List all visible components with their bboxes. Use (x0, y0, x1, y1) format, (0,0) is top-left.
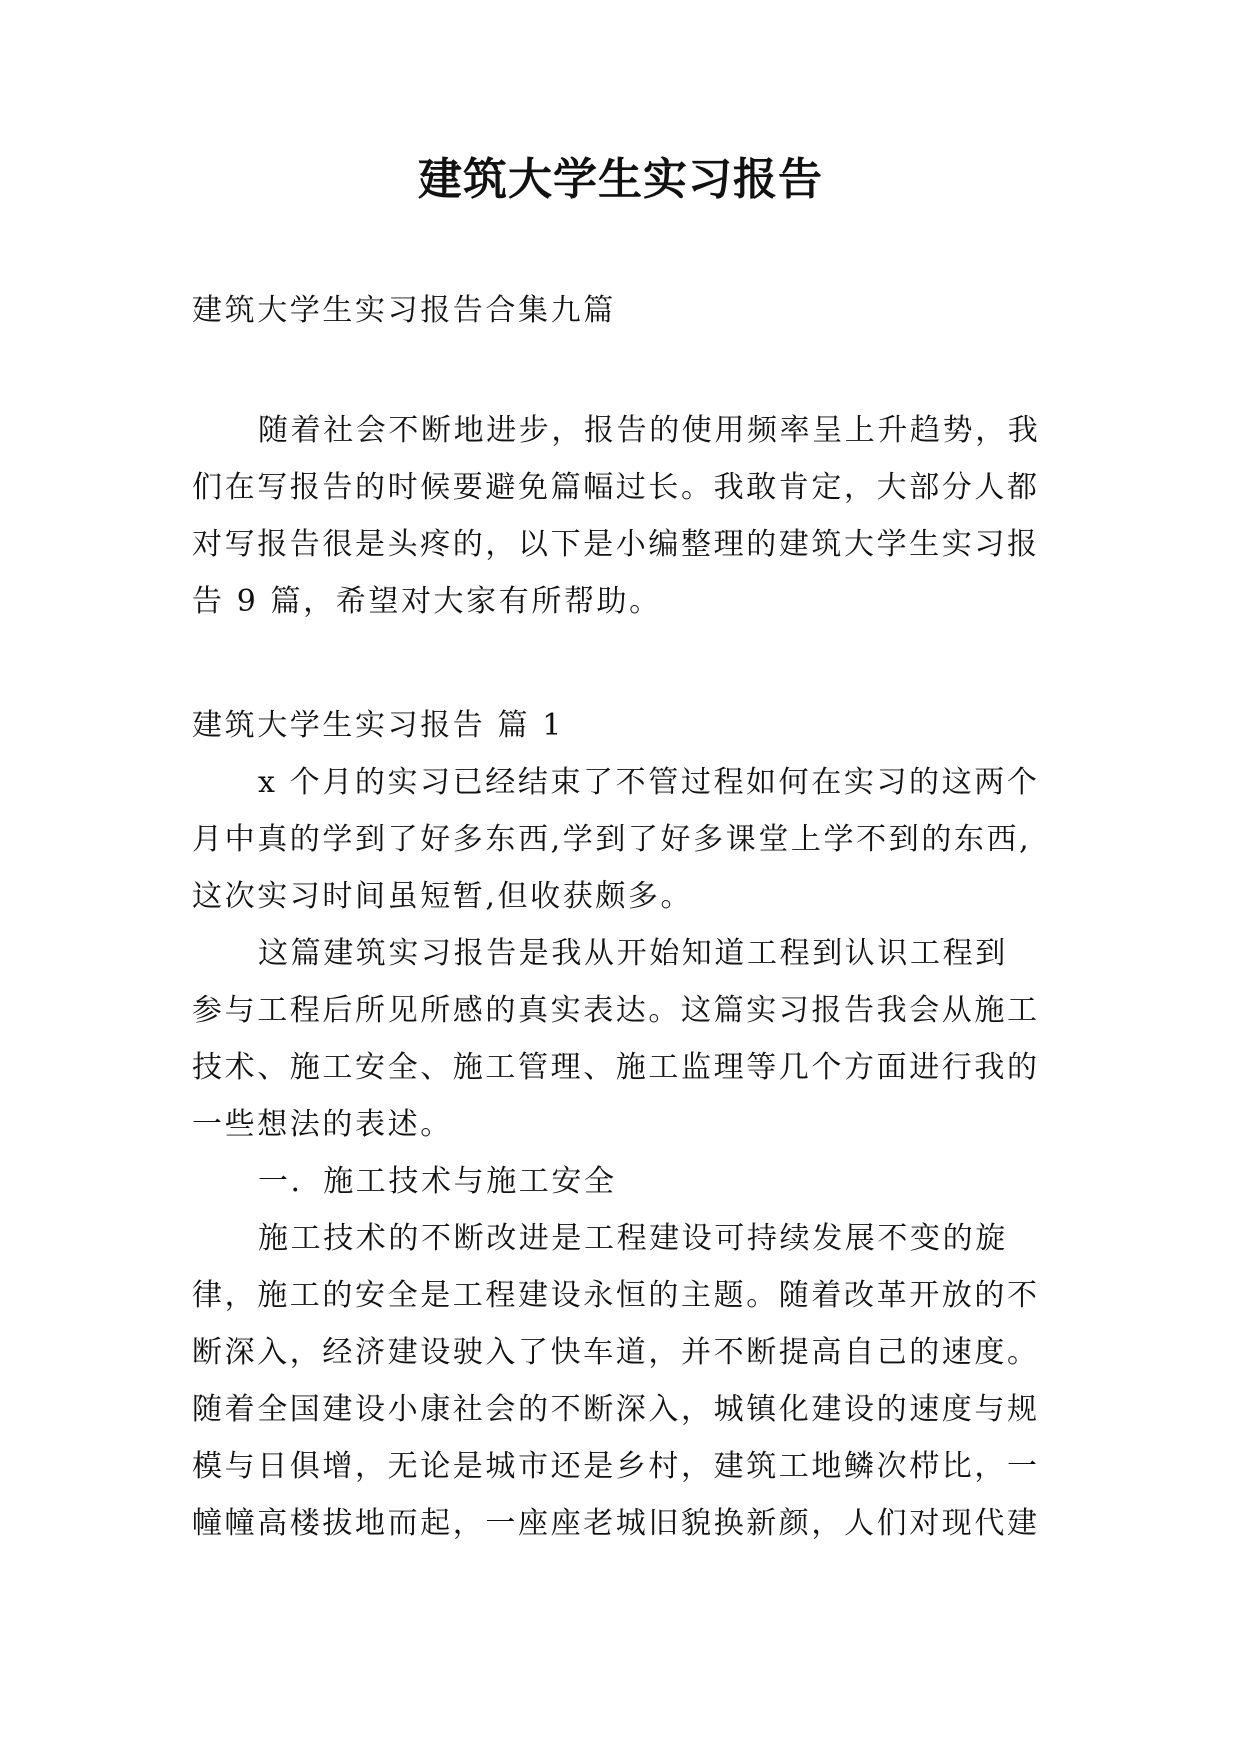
intro-line: 们在写报告的时候要避免篇幅过长。我敢肯定，大部分人都 (192, 470, 1040, 505)
section-heading: 建筑大学生实习报告 篇 1 (192, 708, 564, 743)
intro-line: 告 9 篇，希望对大家有所帮助。 (192, 584, 662, 619)
paragraph-line: 模与日俱增，无论是城市还是乡村，建筑工地鳞次栉比，一 (192, 1449, 1040, 1484)
paragraph-line: 月中真的学到了好多东西,学到了好多课堂上学不到的东西, (192, 822, 1032, 857)
paragraph-line: 技术、施工安全、施工管理、施工监理等几个方面进行我的 (192, 1050, 1040, 1085)
intro-line: 随着社会不断地进步，报告的使用频率呈上升趋势，我 (258, 413, 1041, 448)
intro-line: 对写报告很是头疼的，以下是小编整理的建筑大学生实习报 (192, 527, 1040, 562)
document-title: 建筑大学生实习报告 (418, 154, 823, 205)
paragraph-line: 律，施工的安全是工程建设永恒的主题。随着改革开放的不 (192, 1278, 1040, 1313)
paragraph-line: 幢幢高楼拔地而起，一座座老城旧貌换新颜，人们对现代建 (192, 1506, 1040, 1541)
paragraph-line: 断深入，经济建设驶入了快车道，并不断提高自己的速度。 (192, 1335, 1040, 1370)
document-subtitle: 建筑大学生实习报告合集九篇 (192, 293, 616, 328)
paragraph-line: 这次实习时间虽短暂,但收获颇多。 (192, 879, 694, 914)
paragraph-line: 这篇建筑实习报告是我从开始知道工程到认识工程到 (258, 936, 1008, 971)
subsection-heading: 一．施工技术与施工安全 (258, 1164, 617, 1199)
paragraph-line: x 个月的实习已经结束了不管过程如何在实习的这两个 (258, 765, 1040, 800)
paragraph-line: 施工技术的不断改进是工程建设可持续发展不变的旋 (258, 1221, 1008, 1256)
paragraph-line: 参与工程后所见所感的真实表达。这篇实习报告我会从施工 (192, 993, 1040, 1028)
paragraph-line: 随着全国建设小康社会的不断深入，城镇化建设的速度与规 (192, 1392, 1040, 1427)
paragraph-line: 一些想法的表述。 (192, 1107, 453, 1142)
